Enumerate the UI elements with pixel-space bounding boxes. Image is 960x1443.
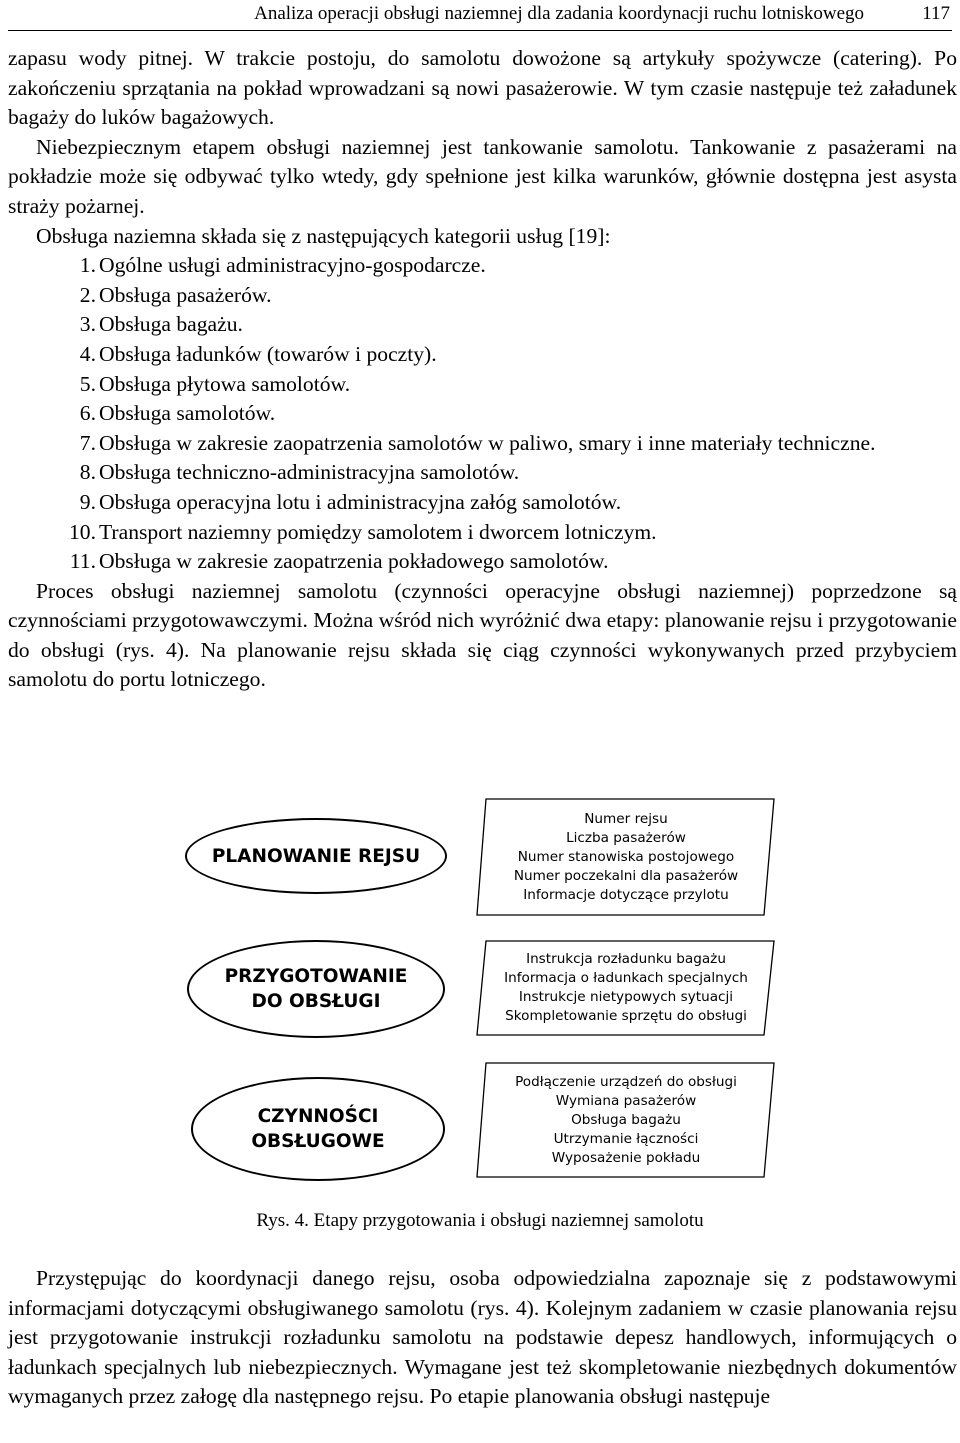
list-item: 11. Obsługa w zakresie zaopatrzenia pokładowego samolotów. xyxy=(69,549,609,574)
fueling-paragraph: Niebezpiecznym etapem obsługi naziemnej jest tankowanie samolotu. Tankowanie z pasażerami na pokładzie może się odbywać tylko wtedy, gdy spełnione jest kilka warunków, głównie dostępna jest asysta straży pożarnej. xyxy=(8,134,957,218)
list-item: 8. Obsługa techniczno-administracyjna samolotów. xyxy=(79,460,520,485)
running-header xyxy=(8,2,952,31)
intro-paragraph: zapasu wody pitnej. W trakcie postoju, do samolotu dowożone są artykuły spożywcze (catering). Po zakończeniu sprzątania na pokład wprowadzani są nowi pasażerowie. W tym czasie następuje też załadunek bagaży do luków bagażowych. xyxy=(8,46,957,130)
box-item: Instrukcje nietypowych sytuacji xyxy=(518,989,734,1005)
box-item: Numer rejsu xyxy=(584,810,668,827)
list-item: 1. Ogólne usługi administracyjno-gospodarcze. xyxy=(79,253,486,278)
categories-list xyxy=(8,251,957,577)
list-item: 4. Obsługa ładunków (towarów i poczty). xyxy=(79,341,437,366)
box-item: Numer poczekalni dla pasażerów xyxy=(513,867,739,884)
figure-caption: Rys. 4. Etapy przygotowania i obsługi naziemnej samolotu xyxy=(256,1210,704,1231)
process-paragraph: Proces obsługi naziemnej samolotu (czynności operacyjne obsługi naziemnej) poprzedzone są czynnościami przygotowawczymi. Można wśród nich wyróżnić dwa etapy: planowanie rejsu i przygotowanie do obsługi (rys. 4). Na planowanie rejsu składa się ciąg czynności wykonywanych przed przybyciem samolotu do portu lotniczego. xyxy=(8,578,957,692)
categories-intro: Obsługa naziemna składa się z następujących kategorii usług [19]: xyxy=(36,223,611,248)
box-item: Informacja o ładunkach specjalnych xyxy=(504,970,748,986)
page-number: 117 xyxy=(922,3,950,24)
box-item: Informacje dotyczące przylotu xyxy=(523,886,729,903)
box-item: Instrukcja rozładunku bagażu xyxy=(526,951,726,967)
box-item: Numer stanowiska postojowego xyxy=(517,848,735,865)
box-item: Podłączenie urządzeń do obsługi xyxy=(515,1073,737,1090)
closing-paragraph: Przystępując do koordynacji danego rejsu, osoba odpowiedzialna zapoznaje się z podstawowymi informacjami dotyczącymi obsługiwanego samolotu (rys. 4). Kolejnym zadaniem w czasie planowania rejsu jest przygotowanie instrukcji rozładunku samolotu na podstawie depesz handlowych, informujących o ładunkach specjalnych lub niebezpiecznych. Wymagane jest też skompletowanie niezbędnych dokumentów wymaganych przez załogę dla następnego rejsu. Po etapie planowania obsługi następuje xyxy=(8,1266,957,1409)
box-item: Utrzymanie łączności xyxy=(553,1130,699,1147)
stages-diagram xyxy=(0,790,960,1200)
box-item: Liczba pasażerów xyxy=(566,829,686,846)
list-item: 10. Transport naziemny pomiędzy samolotem i dworcem lotniczym. xyxy=(69,519,657,544)
list-item: 9. Obsługa operacyjna lotu i administracyjna załóg samolotów. xyxy=(79,489,622,514)
list-item: 7. Obsługa w zakresie zaopatrzenia samolotów w paliwo, smary i inne materiały techniczne. xyxy=(79,430,876,455)
body-text-bottom xyxy=(8,1264,957,1412)
box-item: Wymiana pasażerów xyxy=(555,1092,697,1109)
list-item: 5. Obsługa płytowa samolotów. xyxy=(79,371,351,396)
stage-ellipse-service: CZYNNOŚCI OBSŁUGOWE xyxy=(191,1077,445,1181)
list-item: 3. Obsługa bagażu. xyxy=(79,312,243,337)
stage-box-service xyxy=(486,1062,766,1178)
stage-box-preparation xyxy=(486,940,766,1036)
list-item: 6. Obsługa samolotów. xyxy=(79,401,276,426)
box-item: Skompletowanie sprzętu do obsługi xyxy=(505,1008,747,1024)
list-item: 2. Obsługa pasażerów. xyxy=(79,282,272,307)
stage-box-planning xyxy=(486,798,766,916)
body-text-top xyxy=(8,44,957,695)
stage-ellipse-preparation: PRZYGOTOWANIE DO OBSŁUGI xyxy=(187,940,445,1038)
box-item: Wyposażenie pokładu xyxy=(551,1149,701,1166)
box-item: Obsługa bagażu xyxy=(571,1111,681,1128)
running-title: Analiza operacji obsługi naziemnej dla zadania koordynacji ruchu lotniskowego xyxy=(254,3,864,24)
stage-ellipse-planning: PLANOWANIE REJSU xyxy=(185,818,447,894)
